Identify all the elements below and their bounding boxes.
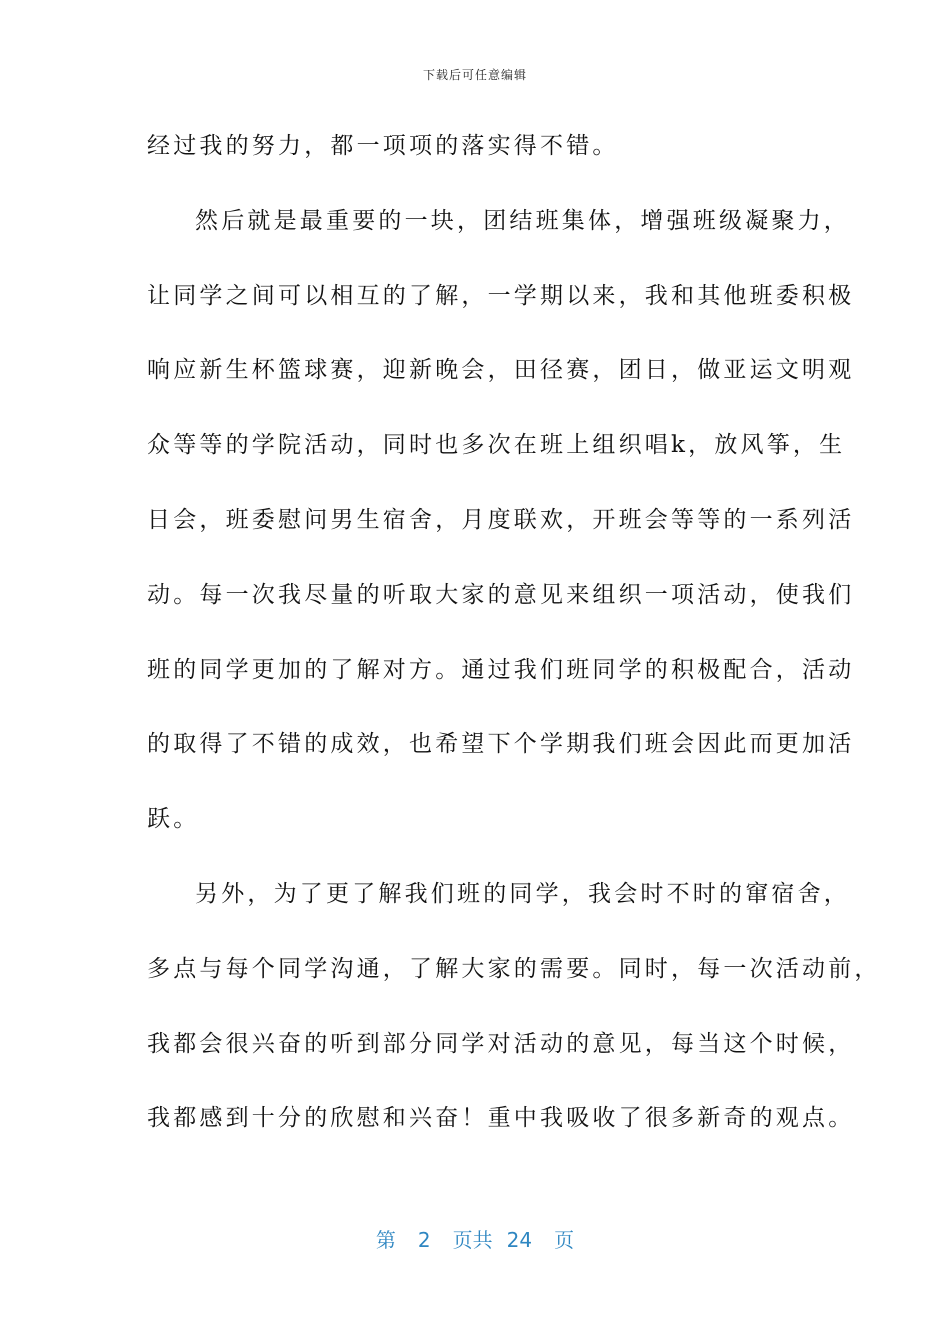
text-line: 我都感到十分的欣慰和兴奋！重中我吸收了很多新奇的观点。	[147, 1105, 855, 1132]
text-line: 另外，为了更了解我们班的同学，我会时不时的窜宿舍，	[195, 880, 850, 907]
page-number-footer	[0, 1224, 950, 1253]
text-line: 响应新生杯篮球赛，迎新晚会，田径赛，团日，做亚运文明观	[147, 357, 855, 384]
text-line: 跃。	[147, 806, 200, 833]
text-line: 班的同学更加的了解对方。通过我们班同学的积极配合，活动	[147, 656, 855, 683]
footer-suffix: 页	[554, 1228, 575, 1252]
current-page-number: 2	[417, 1228, 431, 1252]
text-line: 让同学之间可以相互的了解，一学期以来，我和其他班委积极	[147, 282, 855, 309]
text-line: 众等等的学院活动，同时也多次在班上组织唱k，放风筝，生	[147, 432, 846, 459]
footer-prefix: 第	[375, 1228, 396, 1252]
text-line: 的取得了不错的成效，也希望下个学期我们班会因此而更加活	[147, 731, 855, 758]
total-pages-number: 24	[506, 1228, 533, 1252]
text-line: 经过我的努力，都一项项的落实得不错。	[147, 133, 619, 159]
text-line: 多点与每个同学沟通，了解大家的需要。同时，每一次活动前，	[147, 955, 881, 982]
text-line: 动。每一次我尽量的听取大家的意见来组织一项活动，使我们	[147, 581, 855, 608]
text-line: 我都会很兴奋的听到部分同学对活动的意见，每当这个时候，	[147, 1030, 855, 1057]
page-header-note: 下载后可任意编辑	[422, 68, 527, 82]
body-text	[147, 126, 881, 1173]
text-line: 然后就是最重要的一块，团结班集体，增强班级凝聚力，	[195, 207, 850, 234]
footer-middle: 页共	[452, 1228, 493, 1252]
text-line: 日会，班委慰问男生宿舍，月度联欢，开班会等等的一系列活	[147, 506, 855, 533]
